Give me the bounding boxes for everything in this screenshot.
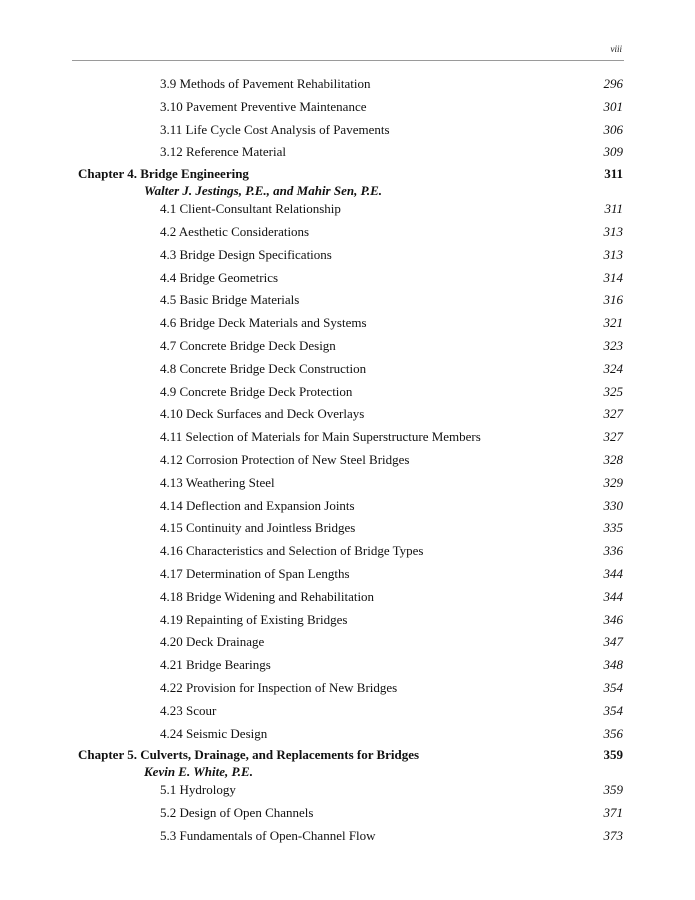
toc-entry-title: 4.10 Deck Surfaces and Deck Overlays (160, 406, 365, 422)
toc-entry[interactable] (0, 141, 695, 164)
toc-entry[interactable] (0, 449, 695, 472)
toc-entry-title: 4.20 Deck Drainage (160, 634, 265, 650)
toc-entry-title: 4.11 Selection of Materials for Main Superstructure Members (160, 429, 481, 445)
toc-entry-title: 4.5 Basic Bridge Materials (160, 292, 300, 308)
toc-entry-page: 371 (603, 805, 623, 821)
toc-entry-page: 335 (603, 520, 623, 536)
toc-entry-title: 4.3 Bridge Design Specifications (160, 246, 332, 262)
toc-entry-title: 3.9 Methods of Pavement Rehabilitation (160, 76, 371, 91)
toc-entry[interactable] (0, 723, 695, 746)
toc-entry-page: 327 (603, 429, 623, 445)
toc-entry[interactable] (0, 73, 695, 96)
toc-entry-title: 4.17 Determination of Span Lengths (160, 565, 350, 581)
toc-entry-title: 5.2 Design of Open Channels (160, 805, 314, 821)
chapter-heading[interactable] (0, 165, 695, 183)
toc-entry[interactable] (0, 358, 695, 381)
toc-entry-page: 346 (603, 611, 623, 627)
toc-entry-title: 4.24 Seismic Design (160, 725, 268, 741)
toc-entry[interactable] (0, 540, 695, 563)
toc-entry-page: 327 (603, 406, 623, 422)
toc-entry-page: 321 (603, 315, 623, 331)
toc-entry-title: 4.4 Bridge Geometrics (160, 269, 279, 285)
toc-entry-title: 5.1 Hydrology (160, 782, 236, 798)
toc-entry-page: 316 (603, 292, 623, 308)
toc-entry-page: 328 (603, 451, 623, 467)
toc-entry-title: 4.14 Deflection and Expansion Joints (160, 497, 355, 513)
toc-entry[interactable] (0, 700, 695, 723)
toc-entry[interactable] (0, 335, 695, 358)
toc-entry-page: 336 (603, 543, 623, 559)
toc-entry[interactable] (0, 779, 695, 802)
toc-entry[interactable] (0, 119, 695, 142)
authors-text: Kevin E. White, P.E. (144, 764, 253, 780)
chapter4-section-list (0, 198, 695, 745)
toc-entry-page: 313 (603, 246, 623, 262)
chapter-title: Chapter 4. Bridge Engineering (78, 166, 249, 182)
toc-entry-page: 306 (603, 121, 623, 137)
toc-entry[interactable] (0, 802, 695, 825)
toc-entry-title: 3.12 Reference Material (160, 144, 286, 160)
toc-entry-page: 348 (603, 657, 623, 673)
toc-entry-page: 373 (603, 827, 623, 843)
chapter-authors (0, 183, 695, 198)
toc-entry-page: 324 (603, 360, 623, 376)
toc-entry[interactable] (0, 221, 695, 244)
authors-text: Walter J. Jestings, P.E., and Mahir Sen, P.E. (144, 183, 383, 199)
toc-entry-page: 359 (603, 782, 623, 798)
toc-entry-title: 4.12 Corrosion Protection of New Steel Bridges (160, 451, 410, 467)
toc-entry[interactable] (0, 563, 695, 586)
toc-entry-page: 314 (603, 269, 623, 285)
toc-entry-page: 330 (603, 497, 623, 513)
table-of-contents (0, 73, 695, 848)
toc-entry[interactable] (0, 289, 695, 312)
toc-entry[interactable] (0, 198, 695, 221)
toc-entry-title: 3.10 Pavement Preventive Maintenance (160, 98, 367, 114)
toc-entry-title: 4.7 Concrete Bridge Deck Design (160, 337, 336, 353)
toc-entry-title: 4.21 Bridge Bearings (160, 657, 271, 673)
toc-entry-page: 344 (603, 588, 623, 604)
toc-entry[interactable] (0, 825, 695, 848)
page-number: viii (610, 44, 622, 54)
toc-entry-title: 4.22 Provision for Inspection of New Bridges (160, 679, 398, 695)
toc-entry-title: 4.1 Client-Consultant Relationship (160, 201, 341, 217)
toc-entry[interactable] (0, 677, 695, 700)
toc-entry-title: 4.2 Aesthetic Considerations (160, 223, 310, 239)
toc-entry-page: 325 (603, 383, 623, 399)
toc-entry[interactable] (0, 586, 695, 609)
toc-entry-title: 4.6 Bridge Deck Materials and Systems (160, 315, 367, 331)
chapter-heading[interactable] (0, 746, 695, 764)
toc-entry[interactable] (0, 609, 695, 632)
toc-entry-title: 4.23 Scour (160, 702, 217, 718)
toc-entry[interactable] (0, 426, 695, 449)
chapter-page: 311 (604, 166, 623, 182)
toc-entry-page: 311 (604, 201, 623, 217)
toc-entry[interactable] (0, 472, 695, 495)
toc-entry-title: 4.18 Bridge Widening and Rehabilitation (160, 588, 375, 604)
toc-entry-title: 4.16 Characteristics and Selection of Bridge Types (160, 543, 424, 559)
toc-entry-page: 354 (603, 679, 623, 695)
toc-entry[interactable] (0, 244, 695, 267)
toc-entry-title: 5.3 Fundamentals of Open-Channel Flow (160, 827, 376, 843)
toc-entry-page: 344 (603, 565, 623, 581)
toc-entry-title: 4.9 Concrete Bridge Deck Protection (160, 383, 353, 399)
toc-entry-title: 4.19 Repainting of Existing Bridges (160, 611, 348, 627)
toc-entry-title: 4.13 Weathering Steel (160, 474, 275, 490)
toc-entry-title: 3.11 Life Cycle Cost Analysis of Pavements (160, 121, 390, 137)
chapter-title: Chapter 5. Culverts, Drainage, and Replacements for Bridges (78, 747, 420, 763)
toc-entry[interactable] (0, 495, 695, 518)
toc-entry[interactable] (0, 267, 695, 290)
toc-entry-page: 356 (603, 725, 623, 741)
toc-entry-title: 4.15 Continuity and Jointless Bridges (160, 520, 356, 536)
toc-entry-page: 347 (603, 634, 623, 650)
chapter-page: 359 (603, 747, 623, 763)
toc-entry[interactable] (0, 654, 695, 677)
lead-section-list (0, 73, 695, 164)
chapter5-section-list (0, 779, 695, 847)
toc-entry-title: 4.8 Concrete Bridge Deck Construction (160, 360, 367, 376)
toc-entry[interactable] (0, 312, 695, 335)
toc-entry-page: 301 (603, 98, 623, 114)
toc-entry[interactable] (0, 381, 695, 404)
chapter-authors (0, 764, 695, 779)
toc-entry[interactable] (0, 403, 695, 426)
toc-entry-page: 296 (603, 76, 623, 91)
toc-entry[interactable] (0, 631, 695, 654)
toc-entry-page: 323 (603, 337, 623, 353)
toc-entry-page: 309 (603, 144, 623, 160)
toc-entry-page: 354 (603, 702, 623, 718)
toc-entry-page: 329 (603, 474, 623, 490)
toc-entry[interactable] (0, 517, 695, 540)
toc-entry-page: 313 (603, 223, 623, 239)
toc-entry[interactable] (0, 96, 695, 119)
header-rule (72, 60, 624, 61)
